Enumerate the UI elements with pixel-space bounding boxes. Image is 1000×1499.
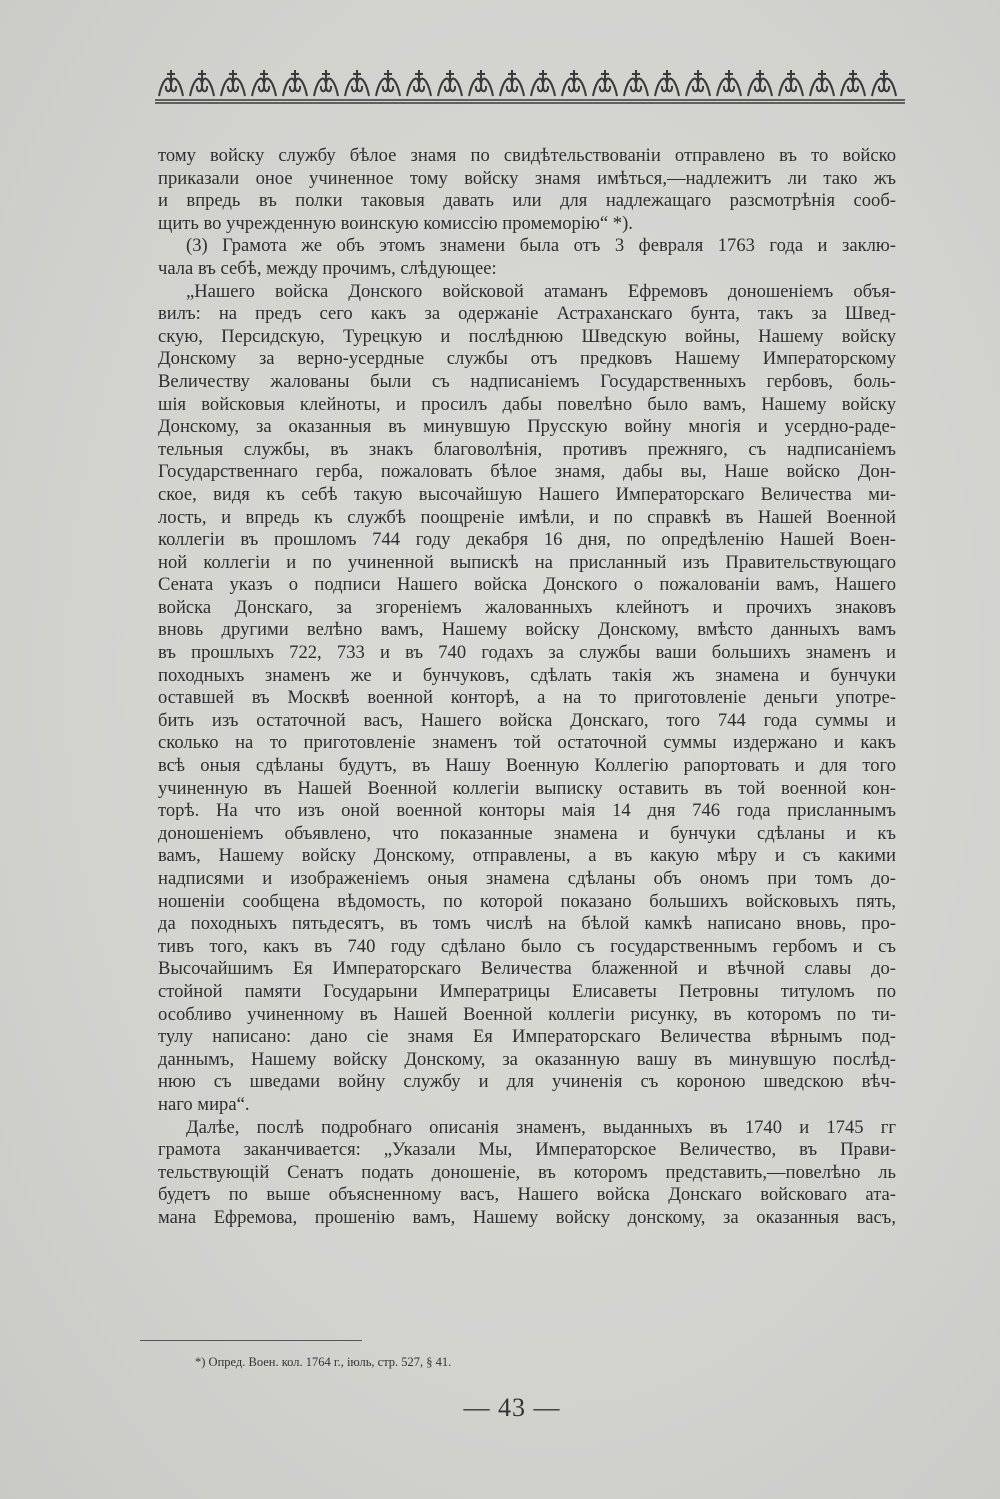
text-line: надписями и изображеніемъ оныя знамена сдѣланы объ ономъ при томъ до- <box>158 868 896 889</box>
ornament-motif <box>562 70 586 96</box>
text-line: бить изъ остаточной васъ, Нашего войска Донскаго, того 744 года суммы и <box>158 709 896 731</box>
text-line: и впредь въ полки таковыя давать или для надлежащаго разсмотрѣнія сооб- <box>158 190 896 212</box>
ornament-motif <box>345 70 369 96</box>
text-line: „Нашего войска Донского войсковой атаманъ Ефремовъ доношеніемъ объя- <box>186 280 896 302</box>
text-line: вновь другими велѣно вамъ, Нашему войску Донскому, вмѣсто данныхъ вамъ <box>158 619 896 641</box>
text-line: особливо учиненному въ Нашей Военной коллегіи рисунку, въ которомъ по ти- <box>158 1003 896 1025</box>
text-line: грамота заканчивается: „Указали Мы, Императорское Величество, въ Прави- <box>158 1139 896 1161</box>
ornament-motif <box>159 70 183 96</box>
text-line: шія войсковыя клейноты, и просилъ дабы повелѣно было вамъ, Нашему войску <box>158 393 896 415</box>
text-line: наго мира“. <box>158 1093 250 1115</box>
text-line: будетъ по выше объясненному васъ, Нашего войска Донскаго войсковаго ата- <box>158 1184 896 1206</box>
footnote: *) Опред. Воен. кол. 1764 г., іюль, стр. 527, § 41. <box>195 1355 452 1369</box>
text-line: Высочайшимъ Ея Императорскаго Величества блаженной и вѣчной славы до- <box>158 958 896 980</box>
text-line: нюю съ шведами войну службу и для учиненія съ короною шведскою вѣч- <box>158 1071 896 1093</box>
text-line: тельствующій Сенатъ подать доношеніе, въ которомъ представить,—повелѣно ль <box>158 1161 896 1183</box>
ornament-motif <box>779 70 803 96</box>
ornament-motif <box>407 70 431 96</box>
text-line: да походныхъ пятьдесятъ, въ томъ числѣ на бѣлой камкѣ написано вновь, про- <box>158 913 896 935</box>
text-line: Донскому, за оказанныя въ минувшую Прусскую войну многія и усердно-раде- <box>158 416 896 438</box>
text-line: войска Донскаго, за згореніемъ жалованныхъ клейнотъ и прочихъ знаковъ <box>158 596 896 618</box>
ornament-motif <box>283 70 307 96</box>
ornament-motif <box>376 70 400 96</box>
text-line: приказали оное учиненное тому войску знамя имѣться,—надлежитъ ли тако жъ <box>158 167 896 189</box>
text-line: тивъ того, какъ въ 740 году сдѣлано было съ государственнымъ гербомъ и съ <box>158 935 896 957</box>
ornament-motif <box>872 70 896 96</box>
text-line: ское, видя къ себѣ такую высочайшую Нашего Императорскаго Величества ми- <box>158 483 896 505</box>
text-line: Далѣе, послѣ подробнаго описанія знаменъ, выданныхъ въ 1740 и 1745 гг <box>186 1116 896 1138</box>
text-line: вилъ: на предъ сего какъ за одержаніе Астраханскаго бунта, такъ за Швед- <box>158 303 896 325</box>
text-line: Сената указъ о подписи Нашего войска Донского о пожалованіи вамъ, Нашего <box>158 574 896 596</box>
text-line: походныхъ знаменъ же и бунчуковъ, сдѣлать такія жъ знамена и бунчуки <box>158 664 896 686</box>
text-line: ной коллегіи и по учиненной выпискѣ на присланный изъ Правительствующаго <box>158 551 896 573</box>
ornament-baseline <box>155 100 905 103</box>
text-line: тулу написано: дано сіе знамя Ея Императорскаго Величества вѣрнымъ под- <box>158 1026 896 1048</box>
ornament-motif <box>252 70 276 96</box>
body-text <box>158 145 896 1230</box>
text-line: всѣ оныя сдѣланы будутъ, въ Нашу Военную Коллегію рапортовать и для того <box>158 755 896 777</box>
text-line: Государственнаго герба, пожаловать бѣлое знамя, дабы вы, Наше войско Дон- <box>158 461 896 483</box>
ornament-motif <box>810 70 834 96</box>
text-line: щить во учрежденную воинскую комиссію промеморію“ *). <box>158 212 633 234</box>
ornament-motif <box>655 70 679 96</box>
text-line: ношеніи сообщена вѣдомость, по которой показано большихъ войсковыхъ пять, <box>158 890 896 912</box>
ornament-motif <box>500 70 524 96</box>
text-line: Донскому за верно-усердные службы отъ предковъ Нашему Императорскому <box>158 348 896 370</box>
text-line: коллегіи въ прошломъ 744 году декабря 16 дня, по опредѣленію Нашей Воен- <box>158 529 896 551</box>
ornament-motif <box>841 70 865 96</box>
text-line: сколько на то приготовленіе знаменъ той остаточной суммы издержано и какъ <box>158 732 896 754</box>
page-number: — 43 — <box>463 1393 561 1422</box>
text-line: лость, и впредь къ службѣ поощреніе имѣли, и по справкѣ въ Нашей Военной <box>158 506 896 528</box>
ornament-border <box>155 66 905 106</box>
text-line: учиненную въ Нашей Военной коллегіи выписку оставить въ той военной кон- <box>158 777 896 799</box>
text-line: доношеніемъ объявлено, что показанные знамена и бунчуки сдѣланы и къ <box>158 822 896 844</box>
text-line: мана Ефремова, прошенію вамъ, Нашему войску донскому, за оказанныя васъ, <box>158 1206 896 1228</box>
text-line: тому войску службу бѣлое знамя по свидѣтельствованіи отправлено въ то войско <box>158 145 896 166</box>
text-line: чала въ себѣ, между прочимъ, слѣдующее: <box>158 257 497 279</box>
ornament-motif <box>190 70 214 96</box>
ornament-motif <box>717 70 741 96</box>
text-line: тельныя службы, въ знакъ благоволѣнія, противъ прежняго, съ надписаніемъ <box>158 438 896 460</box>
text-line: (3) Грамота же объ этомъ знамени была отъ 3 февраля 1763 года и заклю- <box>186 235 896 257</box>
text-line: скую, Персидскую, Турецкую и послѣднюю Шведскую войны, Нашему войску <box>158 325 896 347</box>
text-line: въ прошлыхъ 722, 733 и въ 740 годахъ за службы ваши большихъ знаменъ и <box>158 642 896 664</box>
text-line: Величеству жалованы были съ надписаніемъ Государственныхъ гербовъ, боль- <box>158 370 896 392</box>
ornament-motif <box>531 70 555 96</box>
ornament-motif <box>748 70 772 96</box>
text-line: стойной памяти Государыни Императрицы Елисаветы Петровны титуломъ по <box>158 980 896 1002</box>
ornament-motif <box>469 70 493 96</box>
footnote-rule <box>140 1340 362 1341</box>
ornament-motif <box>221 70 245 96</box>
text-line: даннымъ, Нашему войску Донскому, за оказанную вашу въ минувшую послѣд- <box>158 1048 896 1070</box>
ornament-motif <box>438 70 462 96</box>
text-line: оставшей въ Москвѣ военной конторѣ, а на то приготовленіе деньги употре- <box>158 687 896 709</box>
ornament-motif <box>624 70 648 96</box>
ornament-motif <box>314 70 338 96</box>
ornament-motif <box>593 70 617 96</box>
ornament-motif <box>686 70 710 96</box>
text-line: торѣ. На что изъ оной военной конторы маія 14 дня 746 года присланнымъ <box>158 800 896 822</box>
text-line: вамъ, Нашему войску Донскому, отправлены, а въ какую мѣру и съ какими <box>158 845 896 867</box>
